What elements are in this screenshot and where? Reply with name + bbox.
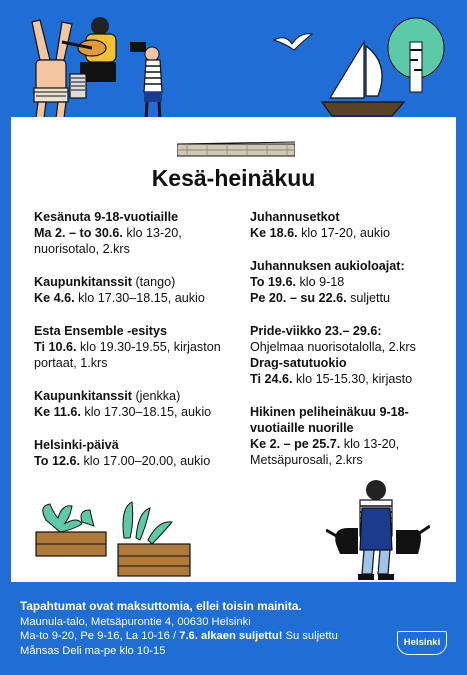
- event-name: Esta Ensemble -esitys: [34, 324, 167, 338]
- event-item: [34, 388, 239, 420]
- event-name: Juhannusetkot: [250, 210, 340, 224]
- event-item: [250, 355, 455, 387]
- event-details: Ohjelmaa nuorisotalolla, 2.krs: [250, 340, 416, 354]
- event-date: Ke 11.6.: [34, 405, 81, 419]
- event-details: klo 13-20, nuorisotalo, 2.krs: [34, 226, 182, 256]
- event-details: klo 15-15.30, kirjasto: [292, 372, 413, 386]
- event-date: Ti 24.6.: [250, 372, 293, 386]
- event-item: [250, 404, 455, 468]
- event-details: klo 13-20, Metsäpurosali, 2.krs: [250, 437, 400, 467]
- event-item: [34, 209, 239, 257]
- event-name: Pride-viikko 23.– 29.6:: [250, 324, 382, 338]
- events-column-right: [250, 209, 455, 485]
- event-name-extra: (tango): [131, 275, 176, 289]
- event-date: Ke 18.6.: [250, 226, 298, 240]
- event-date: To 12.6.: [34, 454, 80, 468]
- event-details: klo 9-18: [295, 275, 345, 289]
- event-date: Ma 2. – to 30.6.: [34, 226, 123, 240]
- event-name: Juhannuksen aukioloajat:: [250, 259, 405, 273]
- event-details: klo 17-20, aukio: [297, 226, 391, 240]
- event-item: [34, 274, 239, 306]
- footer-address: Maunula-talo, Metsäpurontie 4, 00630 Helsinki: [20, 615, 251, 628]
- events-column-left: [34, 209, 239, 486]
- event-details: klo 17.00–20.00, aukio: [79, 454, 211, 468]
- event-date: Ke 4.6.: [34, 291, 75, 305]
- tree-illustration: [386, 14, 446, 94]
- footer-lead: Tapahtumat ovat maksuttomia, ellei toisin mainita.: [20, 599, 302, 613]
- event-item: [250, 209, 455, 241]
- gardener-illustration: [326, 478, 430, 582]
- event-item: [34, 323, 239, 371]
- event-item: [34, 437, 239, 469]
- event-name: Drag-satutuokio: [250, 356, 347, 370]
- event-name: Hikinen peliheinäkuu 9-18-vuotiaille nuorille: [250, 405, 409, 435]
- event-details: suljettu: [346, 291, 391, 305]
- event-details: klo 17.30–18.15, aukio: [80, 405, 212, 419]
- event-name: Kaupunkitanssit: [34, 389, 132, 403]
- event-item: [250, 258, 455, 306]
- people-illustration: [22, 12, 187, 124]
- event-name: Kaupunkitanssit: [34, 275, 132, 289]
- footer-deli: Månsas Deli ma-pe klo 10-15: [20, 644, 166, 657]
- event-name: Helsinki-päivä: [34, 438, 119, 452]
- footer-info: [20, 599, 400, 658]
- seagull-illustration: [272, 30, 314, 58]
- event-name: Kesänuta 9-18-vuotiaille: [34, 210, 179, 224]
- planter-illustration: [32, 498, 192, 580]
- footer-hours: Ma-to 9-20, Pe 9-16, La 10-16 / 7.6. alkaen suljettu! Su suljettu: [20, 630, 338, 642]
- event-date: Pe 20. – su 22.6.: [250, 291, 347, 305]
- event-details: klo 17.30–18.15, aukio: [74, 291, 205, 305]
- event-name-extra: (jenkka): [131, 389, 181, 403]
- event-date: Ke 2. – pe 25.7.: [250, 437, 341, 451]
- page-title: Kesä-heinäkuu: [151, 165, 316, 191]
- event-date: Ti 10.6.: [34, 340, 77, 354]
- event-item: [250, 323, 455, 355]
- helsinki-logo: Helsinki: [397, 631, 447, 655]
- event-details: klo 19.30-19.55, kirjaston portaat, 1.krs: [34, 340, 221, 370]
- building-illustration: [177, 140, 295, 158]
- event-date: To 19.6.: [250, 275, 296, 289]
